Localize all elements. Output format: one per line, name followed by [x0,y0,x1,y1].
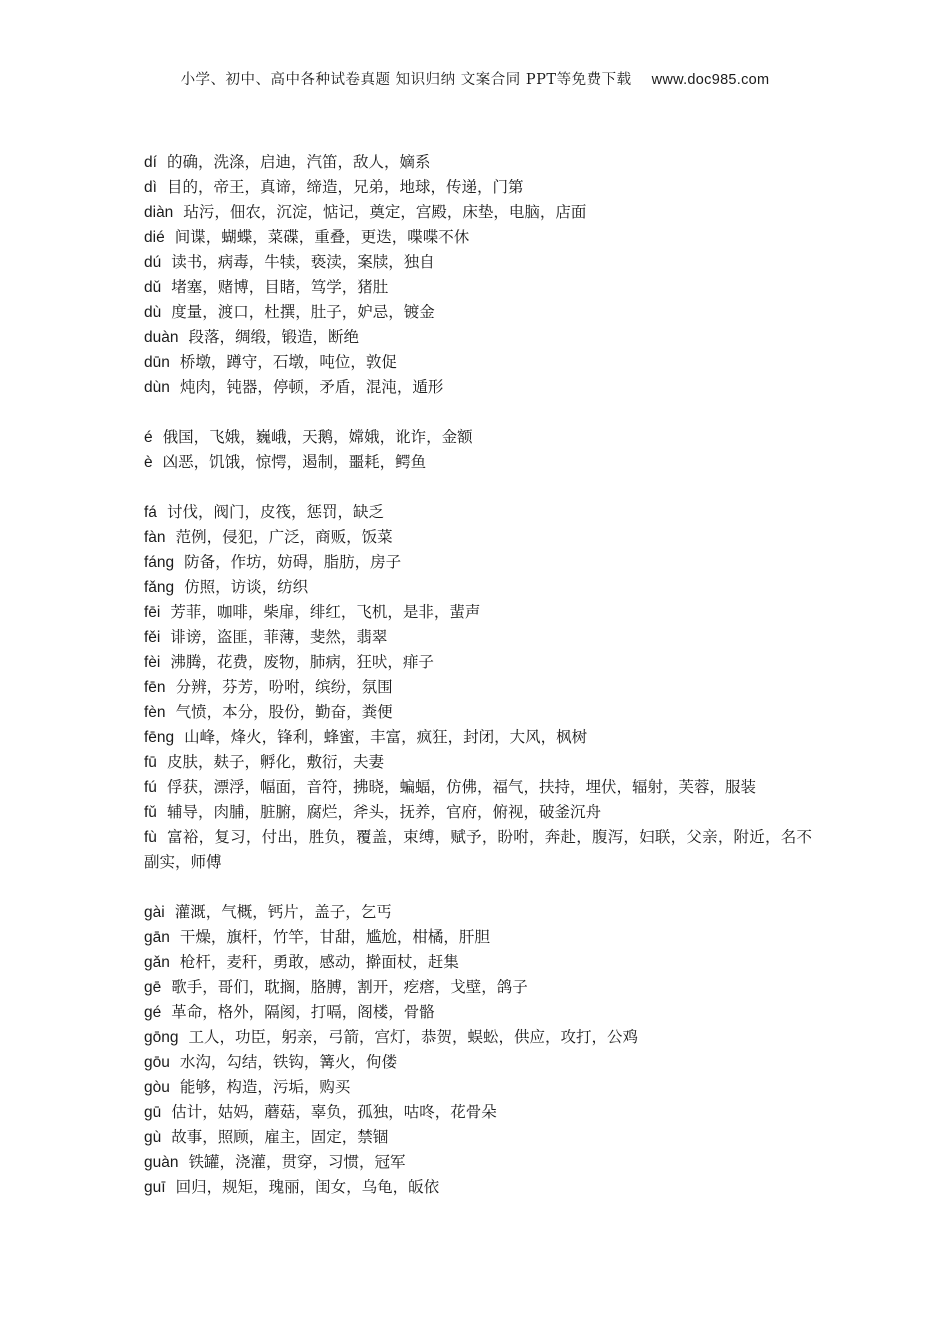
word-list: 富裕，复习，付出，胜负，覆盖，束缚，赋予，盼咐，奔赴，腹泻，妇联，父亲，附近，名不副实，师傅 [144,828,812,871]
vocabulary-list [144,150,812,1200]
word-list: 段落，绸缎，锻造，断绝 [188,328,359,346]
word-list: 歌手，哥们，耽搁，胳膊，割开，疙瘩，戈壁，鸽子 [171,978,528,996]
pinyin-entry [144,175,812,200]
pinyin-label: fēng [144,729,175,746]
pinyin-entry [144,950,812,975]
pinyin-label: è [144,454,153,471]
word-list: 皮肤，麸子，孵化，敷衍，夫妻 [166,753,384,771]
section-gap [144,400,812,425]
pinyin-entry [144,825,812,875]
pinyin-label: gū [144,1104,162,1121]
pinyin-entry [144,1100,812,1125]
pinyin-label: fá [144,504,157,521]
pinyin-entry [144,225,812,250]
word-list: 玷污，佃农，沉淀，惦记，奠定，宫殿，床垫，电脑，店面 [183,203,587,221]
word-list: 俘获，漂浮，幅面，音符，拂晓，蝙蝠，仿佛，福气，扶持，埋伏，辐射，芙蓉，服装 [166,778,756,796]
word-list: 铁罐，浇灌，贯穿，习惯，冠军 [188,1153,406,1171]
pinyin-entry [144,575,812,600]
pinyin-entry [144,900,812,925]
word-list: 堵塞，赌博，目睹，笃学，猪肚 [171,278,389,296]
pinyin-entry [144,925,812,950]
pinyin-label: gōu [144,1054,170,1071]
pinyin-label: guī [144,1179,166,1196]
word-list: 凶恶，饥饿，惊愕，遏制，噩耗，鳄鱼 [162,453,427,471]
word-list: 仿照，访谈，纺织 [184,578,309,596]
pinyin-entry [144,275,812,300]
word-list: 桥墩，蹲守，石墩，吨位，敦促 [179,353,397,371]
word-list: 俄国，飞娥，巍峨，天鹅，嫦娥，讹诈，金额 [162,428,473,446]
header-url: www.doc985.com [651,72,770,88]
pinyin-label: é [144,429,153,446]
word-list: 分辨，芬芳，吩咐，缤纷，氛围 [175,678,393,696]
pinyin-entry [144,725,812,750]
word-list: 间谍，蝴蝶，菜碟，重叠，更迭，喋喋不休 [174,228,470,246]
word-list: 水沟，勾结，铁钩，篝火，佝偻 [179,1053,397,1071]
word-list: 灌溉，气概，钙片，盖子，乞丐 [174,903,392,921]
section-gap [144,475,812,500]
pinyin-entry [144,525,812,550]
pinyin-label: gē [144,979,162,996]
pinyin-label: guàn [144,1154,179,1171]
pinyin-label: fǔ [144,804,157,821]
pinyin-label: fěi [144,629,161,646]
pinyin-label: dú [144,254,162,271]
pinyin-entry [144,350,812,375]
pinyin-entry [144,800,812,825]
page-header [0,68,950,89]
pinyin-label: dūn [144,354,170,371]
pinyin-entry [144,750,812,775]
pinyin-label: fàn [144,529,166,546]
pinyin-entry [144,375,812,400]
word-list: 枪杆，麦秆，勇敢，感动，擀面杖，赶集 [179,953,459,971]
pinyin-entry [144,150,812,175]
pinyin-label: gài [144,904,165,921]
pinyin-label: fēi [144,604,161,621]
pinyin-entry [144,450,812,475]
pinyin-entry [144,1000,812,1025]
pinyin-entry [144,1025,812,1050]
pinyin-label: fáng [144,554,175,571]
pinyin-label: dùn [144,379,170,396]
pinyin-label: dù [144,304,162,321]
pinyin-label: fù [144,829,157,846]
pinyin-entry [144,200,812,225]
word-list: 气愤，本分，股份，勤奋，粪便 [175,703,393,721]
pinyin-label: gòu [144,1079,170,1096]
word-list: 目的，帝王，真谛，缔造，兄弟，地球，传递，门第 [166,178,524,196]
pinyin-entry [144,650,812,675]
pinyin-label: gōng [144,1029,179,1046]
pinyin-entry [144,1175,812,1200]
word-list: 沸腾，花费，废物，肺病，狂吠，痱子 [170,653,434,671]
word-list: 能够，构造，污垢，购买 [179,1078,351,1096]
word-list: 防备，作坊，妨碍，脂肪，房子 [184,553,402,571]
word-list: 诽谤，盗匪，菲薄，斐然，翡翠 [170,628,388,646]
pinyin-entry [144,1075,812,1100]
pinyin-entry [144,550,812,575]
word-list: 山峰，烽火，锋利，蜂蜜，丰富，疯狂，封闭，大风，枫树 [184,728,588,746]
word-list: 范例，侵犯，广泛，商贩，饭菜 [175,528,393,546]
pinyin-entry [144,1050,812,1075]
word-list: 辅导，肉脯，脏腑，腐烂，斧头，抚养，官府，俯视，破釜沉舟 [166,803,601,821]
pinyin-entry [144,1150,812,1175]
pinyin-entry [144,775,812,800]
pinyin-entry [144,625,812,650]
word-list: 革命，格外，隔阂，打嗝，阁楼，骨骼 [171,1003,435,1021]
pinyin-label: fēn [144,679,166,696]
pinyin-entry [144,300,812,325]
header-title: 小学、初中、高中各种试卷真题 知识归纳 文案合同 PPT等免费下载 [180,72,632,88]
word-list: 炖肉，钝器，停顿，矛盾，混沌，遁形 [179,378,444,396]
pinyin-entry [144,500,812,525]
pinyin-label: gǎn [144,954,170,971]
pinyin-entry [144,325,812,350]
word-list: 工人，功臣，躬亲，弓箭，宫灯，恭贺，蜈蚣，供应，攻打，公鸡 [188,1028,638,1046]
pinyin-label: dí [144,154,157,171]
word-list: 芳菲，咖啡，柴扉，绯红，飞机，是非，蜚声 [170,603,481,621]
word-list: 讨伐，阀门，皮筏，惩罚，缺乏 [166,503,384,521]
pinyin-label: fǎng [144,579,175,596]
word-list: 的确，洗涤，启迪，汽笛，敌人，嫡系 [166,153,431,171]
pinyin-label: gé [144,1004,162,1021]
pinyin-entry [144,700,812,725]
section-gap [144,875,812,900]
pinyin-label: fèi [144,654,161,671]
pinyin-label: fú [144,779,157,796]
word-list: 干燥，旗杆，竹竿，甘甜，尴尬，柑橘，肝胆 [179,928,490,946]
pinyin-entry [144,600,812,625]
pinyin-entry [144,250,812,275]
pinyin-entry [144,425,812,450]
pinyin-label: dié [144,229,165,246]
pinyin-label: gù [144,1129,162,1146]
pinyin-label: fū [144,754,157,771]
pinyin-label: diàn [144,204,174,221]
pinyin-label: fèn [144,704,166,721]
word-list: 度量，渡口，杜撰，肚子，妒忌，镀金 [171,303,435,321]
pinyin-label: duàn [144,329,179,346]
pinyin-entry [144,675,812,700]
word-list: 回归，规矩，瑰丽，闺女，乌龟，皈依 [175,1178,440,1196]
word-list: 估计，姑妈，蘑菇，辜负，孤独，咕咚，花骨朵 [171,1103,497,1121]
pinyin-entry [144,1125,812,1150]
word-list: 读书，病毒，牛犊，亵渎，案牍，独自 [171,253,435,271]
pinyin-label: dì [144,179,157,196]
word-list: 故事，照顾，雇主，固定，禁锢 [171,1128,389,1146]
pinyin-label: gān [144,929,170,946]
pinyin-label: dǔ [144,279,162,296]
pinyin-entry [144,975,812,1000]
